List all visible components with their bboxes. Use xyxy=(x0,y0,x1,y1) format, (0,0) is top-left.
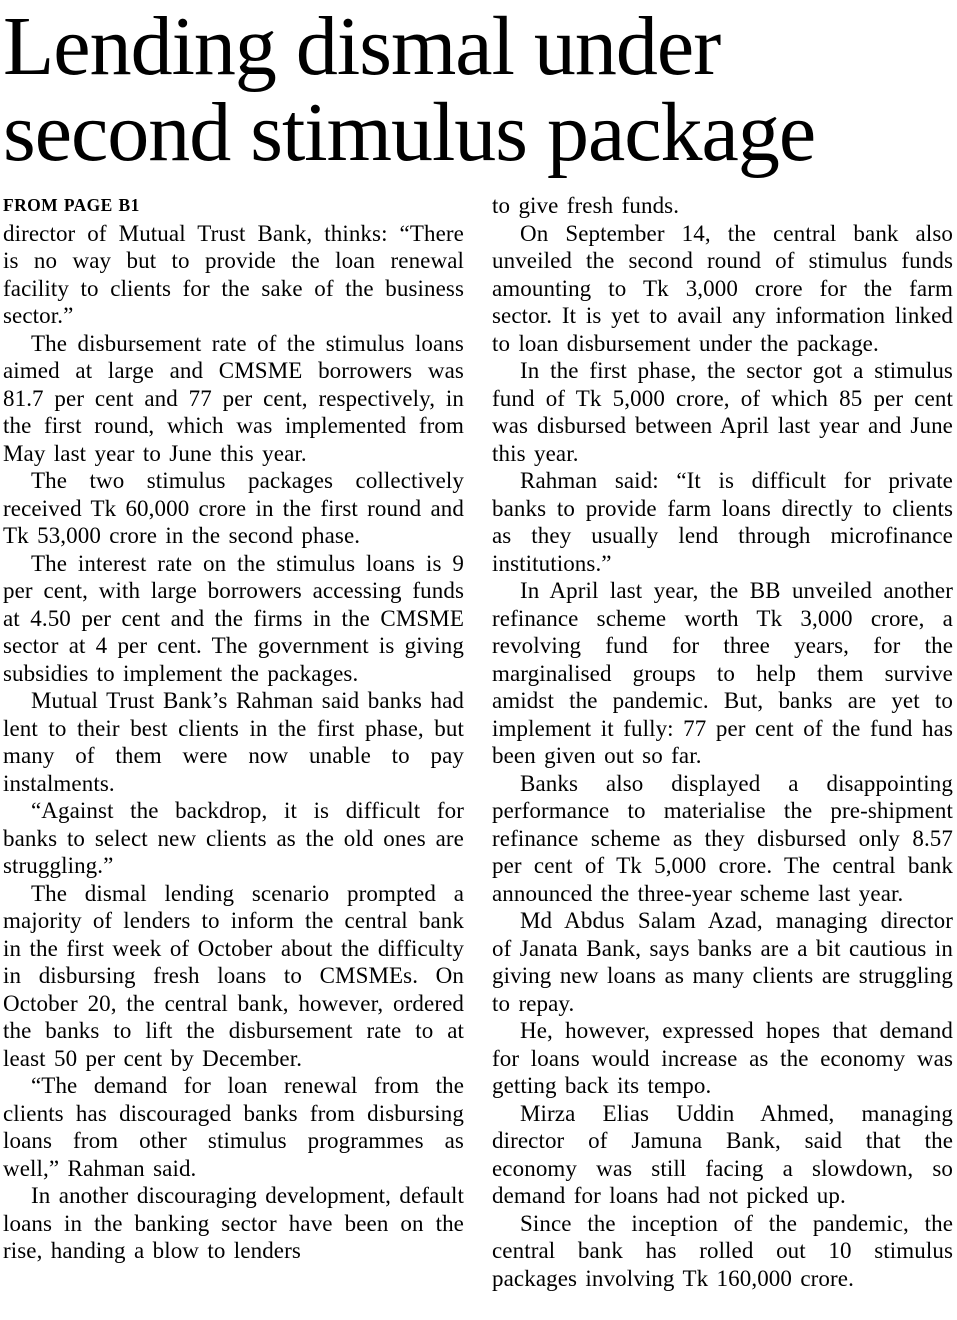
article-headline xyxy=(3,0,954,179)
article-paragraph: Mutual Trust Bank’s Rahman said banks had lent to their best clients in the first phase, but many of them were now unable to pay instalments. xyxy=(3,688,464,796)
article-paragraph: Mirza Elias Uddin Ahmed, managing director of Jamuna Bank, said that the economy was still facing a slowdown, so demand for loans had not picked up. xyxy=(492,1100,953,1208)
article-paragraph: He, however, expressed hopes that demand for loans would increase as the economy was getting back its tempo. xyxy=(492,1018,953,1098)
article-column-1 xyxy=(3,192,464,1292)
article-paragraph: In April last year, the BB unveiled another refinance scheme worth Tk 3,000 crore, a revolving fund for three years, for the marginalised groups to help them survive amidst the pandemic. But, banks are yet to implement it fully: 77 per cent of the fund has been given out so far. xyxy=(492,578,953,768)
article-paragraph: Banks also displayed a disappointing performance to materialise the pre-shipment refinance scheme as they disbursed only 8.57 per cent of Tk 5,000 crore. The central bank announced the three-year scheme last year. xyxy=(492,770,953,906)
article-body xyxy=(3,192,954,1292)
continued-from-page-marker: FROM PAGE B1 xyxy=(3,195,140,215)
article-paragraph: director of Mutual Trust Bank, thinks: “There is no way but to provide the loan renewal facility to clients for the sake of the business sector.” xyxy=(3,220,464,328)
article-paragraph: In the first phase, the sector got a stimulus fund of Tk 5,000 crore, of which 85 per cent was disbursed between April last year and June this year. xyxy=(492,358,953,466)
article-paragraph: Md Abdus Salam Azad, managing director of Janata Bank, says banks are a bit cautious in giving new loans as many clients are struggling to repay. xyxy=(492,908,953,1016)
article-paragraph: Rahman said: “It is difficult for private banks to provide farm loans directly to clients as they usually lend through microfinance institutions.” xyxy=(492,468,953,576)
headline-line-1: Lending dismal under xyxy=(3,0,721,93)
article-paragraph: Since the inception of the pandemic, the central bank has rolled out 10 stimulus packages involving Tk 160,000 crore. xyxy=(492,1210,953,1291)
article-paragraph: The interest rate on the stimulus loans is 9 per cent, with large borrowers accessing funds at 4.50 per cent and the firms in the CMSME sector at 4 per cent. The government is giving subsidies to implement the packages. xyxy=(3,550,464,686)
article-paragraph: The disbursement rate of the stimulus loans aimed at large and CMSME borrowers was 81.7 per cent and 77 per cent, respectively, in the first round, which was implemented from May last year to June this year. xyxy=(3,330,464,466)
article-paragraph: to give fresh funds. xyxy=(492,193,680,218)
article-column-2 xyxy=(492,192,953,1292)
headline-line-2: second stimulus package xyxy=(3,86,816,179)
article-paragraph: On September 14, the central bank also unveiled the second round of stimulus funds amounting to Tk 3,000 crore for the farm sector. It is yet to avail any information linked to loan disbursement under the package. xyxy=(492,220,953,356)
article-paragraph: In another discouraging development, default loans in the banking sector have been on the rise, handing a blow to lenders xyxy=(3,1183,464,1263)
article-paragraph: The dismal lending scenario prompted a majority of lenders to inform the central bank in the first week of October about the difficulty in disbursing fresh loans to CMSMEs. On October 20, the central bank, however, ordered the banks to lift the disbursement rate to at least 50 per cent by December. xyxy=(3,880,464,1071)
article-paragraph: “Against the backdrop, it is difficult for banks to select new clients as the old ones are struggling.” xyxy=(3,798,464,878)
article-paragraph: The two stimulus packages collectively received Tk 60,000 crore in the first round and Tk 53,000 crore in the second phase. xyxy=(3,468,464,548)
article-paragraph: “The demand for loan renewal from the clients has discouraged banks from disbursing loans from other stimulus programmes as well,” Rahman said. xyxy=(3,1073,464,1181)
